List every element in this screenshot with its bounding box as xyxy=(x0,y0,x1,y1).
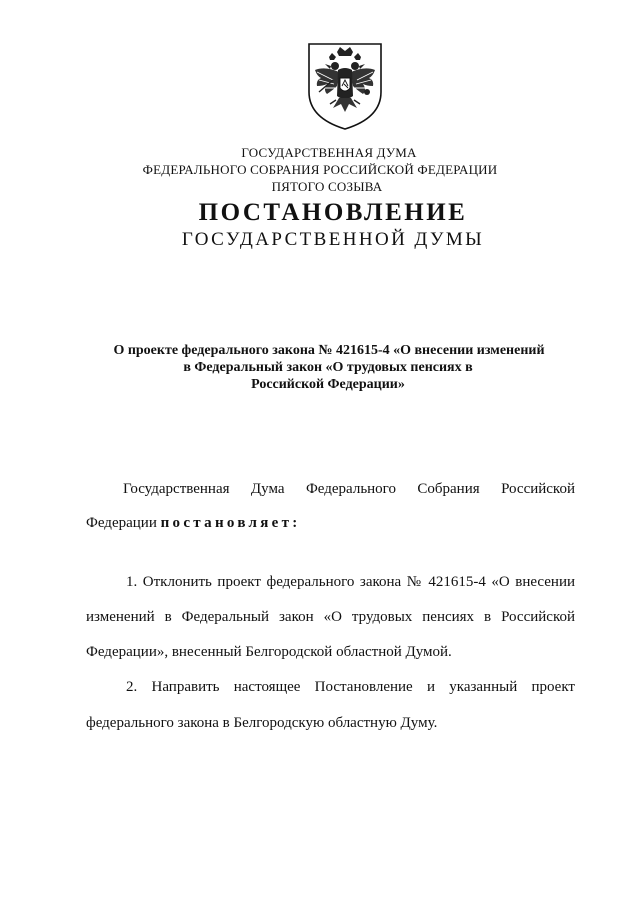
convocation: ПЯТОГО СОЗЫВА xyxy=(271,179,383,194)
preamble-line1: Государственная Дума Федерального Собрания Российской xyxy=(123,481,575,497)
document-type-subtitle: ГОСУДАРСТВЕННОЙ ДУМЫ xyxy=(181,229,485,250)
preamble-start: Федерации xyxy=(86,515,157,531)
subject-line2: в Федеральный закон «О трудовых пенсиях в xyxy=(183,360,473,375)
org-name-line2: ФЕДЕРАЛЬНОГО СОБРАНИЯ РОССИЙСКОЙ ФЕДЕРАЦИИ xyxy=(142,162,498,177)
preamble-line2 xyxy=(86,514,301,532)
item2-line1: 2. Направить настоящее Постановление и указанный проект xyxy=(126,679,575,695)
russian-coat-of-arms-icon xyxy=(303,40,387,132)
item1-line3: Федерации», внесенный Белгородской областной Думой. xyxy=(86,644,452,660)
subject-line1: О проекте федерального закона № 421615-4 «О внесении изменений xyxy=(113,343,545,358)
subject-line3: Российской Федерации» xyxy=(251,377,405,392)
resolution-verb: постановляет: xyxy=(160,515,301,531)
item1-line2: изменений в Федеральный закон «О трудовых пенсиях в Российской xyxy=(86,609,575,625)
document-type-title: ПОСТАНОВЛЕНИЕ xyxy=(198,199,468,226)
item1-line1: 1. Отклонить проект федерального закона № 421615-4 «О внесении xyxy=(126,574,575,590)
org-name-line1: ГОСУДАРСТВЕННАЯ ДУМА xyxy=(241,145,417,160)
item2-line2: федерального закона в Белгородскую областную Думу. xyxy=(86,715,438,731)
